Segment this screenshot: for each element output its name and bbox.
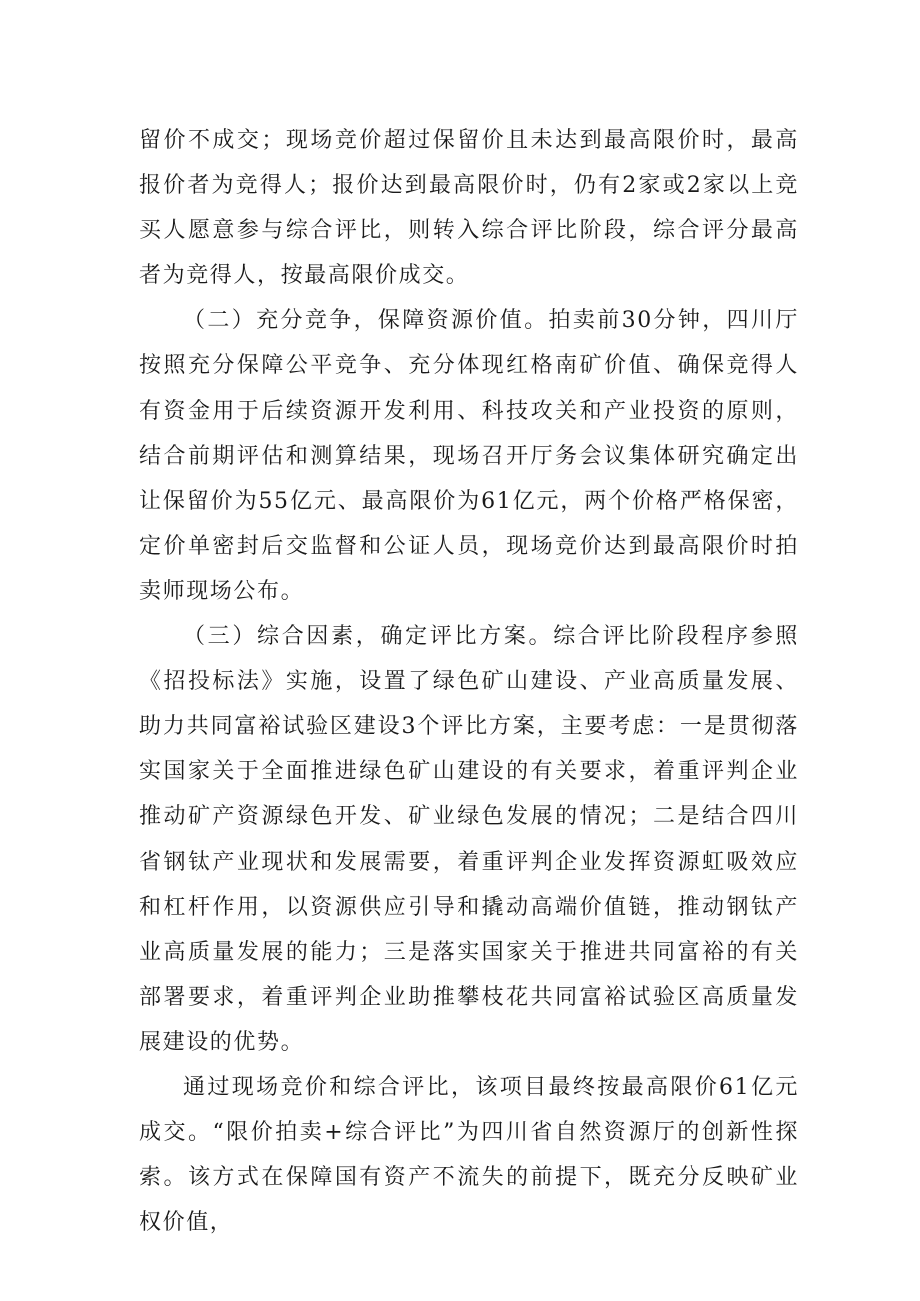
document-body: [139, 118, 799, 1245]
paragraph-auction-rules: 留价不成交；现场竞价超过保留价且未达到最高限价时，最高报价者为竞得人；报价达到最高限价时，仍有2家或2家以上竞买人愿意参与综合评比，则转入综合评比阶段，综合评分最高者为竞得人，按最高限价成交。: [139, 128, 799, 289]
paragraph-final-result: 通过现场竞价和综合评比，该项目最终按最高限价61亿元成交。“限价拍卖+综合评比”为四川省自然资源厅的创新性探索。该方式在保障国有资产不流失的前提下，既充分反映矿业权价值，: [139, 1074, 799, 1236]
paragraph-evaluation-plan: （三）综合因素，确定评比方案。综合评比阶段程序参照《招投标法》实施，设置了绿色矿山建设、产业高质量发展、助力共同富裕试验区建设3个评比方案，主要考虑：一是贯彻落实国家关于全面推进绿色矿山建设的有关要求，着重评判企业推动矿产资源绿色开发、矿业绿色发展的情况；二是结合四川省钢钛产业现状和发展需要，着重评判企业发挥资源虹吸效应和杠杆作用，以资源供应引导和撬动高端价值链，推动钢钛产业高质量发展的能力；三是落实国家关于推进共同富裕的有关部署要求，着重评判企业助推攀枝花共同富裕试验区高质量发展建设的优势。: [139, 624, 799, 1055]
paragraph-full-competition: （二）充分竞争，保障资源价值。拍卖前30分钟，四川厅按照充分保障公平竞争、充分体现红格南矿价值、确保竞得人有资金用于后续资源开发利用、科技攻关和产业投资的原则，结合前期评估和测算结果，现场召开厅务会议集体研究确定出让保留价为55亿元、最高限价为61亿元，两个价格严格保密，定价单密封后交监督和公证人员，现场竞价达到最高限价时拍卖师现场公布。: [139, 308, 799, 604]
